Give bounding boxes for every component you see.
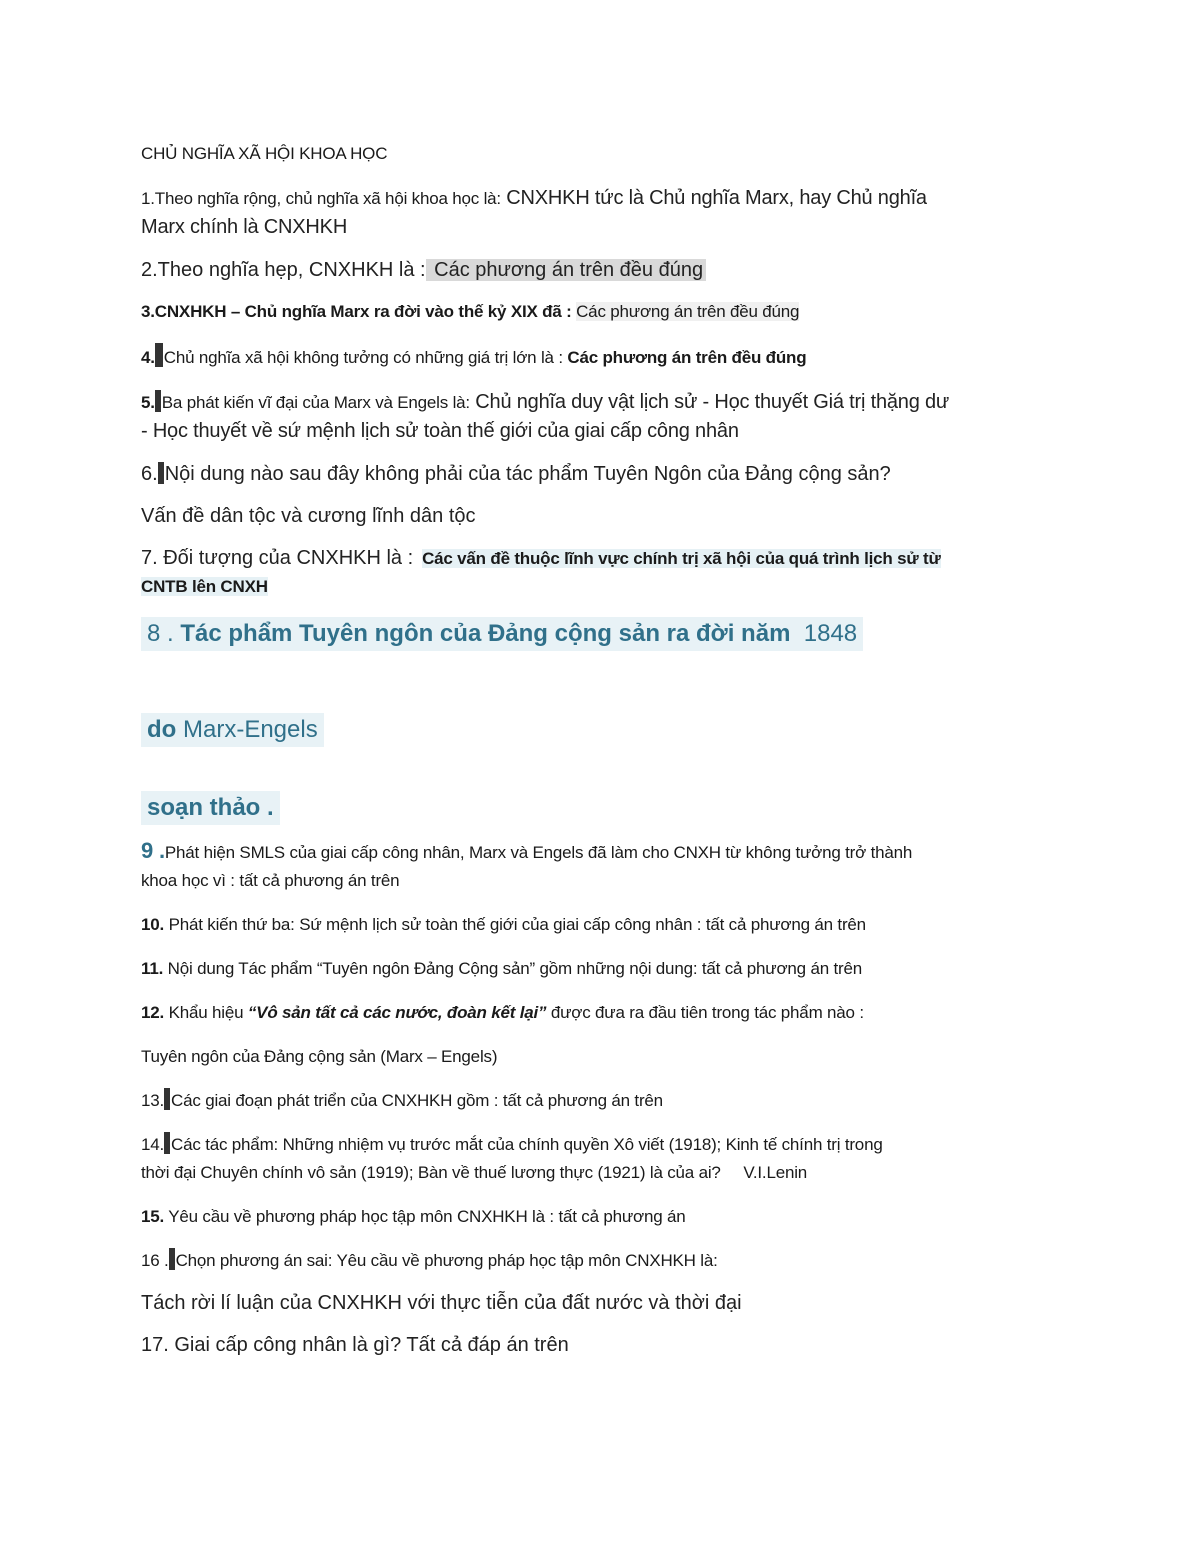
answer-16: Tách rời lí luận của CNXHKH với thực tiễn của đất nước và thời đại <box>141 1292 742 1314</box>
question-5: 5. Ba phát kiến vĩ đại của Marx và Engels là: Chủ nghĩa duy vật lịch sử - Học thuyết Giá trị thặng dư - Học thuyết về sứ mệnh lịch sử toàn thế giới của giai cấp công nhân <box>141 391 950 442</box>
question-1: 1.Theo nghĩa rộng, chủ nghĩa xã hội khoa học là: CNXHKH tức là Chủ nghĩa Marx, hay Chủ nghĩa Marx chính là CNXHKH <box>141 187 927 238</box>
answer-highlight: Các phương án trên đều đúng <box>426 259 706 281</box>
question-16: 16 . Chọn phương án sai: Yêu cầu về phương pháp học tập môn CNXHKH là: <box>141 1247 1061 1275</box>
comment-marker <box>169 1248 175 1270</box>
document-body <box>141 140 1061 1359</box>
question-8-author: do Marx-Engels <box>141 713 1061 747</box>
question-17: 17. Giai cấp công nhân là gì? Tất cả đáp án trên <box>141 1334 569 1356</box>
comment-marker <box>158 462 164 484</box>
comment-marker <box>155 343 163 367</box>
question-12: 12. Khẩu hiệu “Vô sản tất cả các nước, đoàn kết lại” được đưa ra đầu tiên trong tác phẩm nào : <box>141 1003 864 1022</box>
question-13: 13. Các giai đoạn phát triển của CNXHKH gồm : tất cả phương án trên <box>141 1087 1061 1115</box>
question-15: 15. Yêu cầu về phương pháp học tập môn CNXHKH là : tất cả phương án <box>141 1207 686 1226</box>
question-11: 11. Nội dung Tác phẩm “Tuyên ngôn Đảng Cộng sản” gồm những nội dung: tất cả phương án trên <box>141 959 862 978</box>
comment-marker <box>164 1088 170 1110</box>
document-title: CHỦ NGHĨA XÃ HỘI KHOA HỌC <box>141 144 388 163</box>
heading-block: 8 . Tác phẩm Tuyên ngôn của Đảng cộng sản ra đời năm 1848 <box>141 617 863 651</box>
question-7: 7. Đối tượng của CNXHKH là : Các vấn đề thuộc lĩnh vực chính trị xã hội của quá trình lịch sử từ CNTB lên CNXH <box>141 547 941 596</box>
question-2: 2.Theo nghĩa hẹp, CNXHKH là : Các phương án trên đều đúng <box>141 256 1061 284</box>
comment-marker <box>155 390 161 412</box>
question-6: 6. Nội dung nào sau đây không phải của tác phẩm Tuyên Ngôn của Đảng cộng sản? <box>141 463 891 485</box>
question-4: 4. Chủ nghĩa xã hội không tưởng có những giá trị lớn là : Các phương án trên đều đúng <box>141 343 1061 372</box>
comment-marker <box>164 1132 170 1154</box>
question-8-end: soạn thảo . <box>141 791 1061 825</box>
question-9: 9 .Phát hiện SMLS của giai cấp công nhân, Marx và Engels đã làm cho CNXH từ không tưởng trở thành khoa học vì : tất cả phương án trên <box>141 838 913 890</box>
question-3: 3.CNXHKH – Chủ nghĩa Marx ra đời vào thế kỷ XIX đã : Các phương án trên đều đúng <box>141 302 800 321</box>
question-8 <box>141 617 1061 651</box>
question-10: 10. Phát kiến thứ ba: Sứ mệnh lịch sử toàn thế giới của giai cấp công nhân : tất cả phương án trên <box>141 915 866 934</box>
question-14: 14. Các tác phẩm: Những nhiệm vụ trước mắt của chính quyền Xô viết (1918); Kinh tế chính trị trong thời đại Chuyên chính vô sản (1919); Bàn về thuế lương thực (1921) là của ai? V.I.Lenin <box>141 1131 1061 1187</box>
answer-12: Tuyên ngôn của Đảng cộng sản (Marx – Engels) <box>141 1047 498 1066</box>
answer-6: Vấn đề dân tộc và cương lĩnh dân tộc <box>141 505 476 527</box>
